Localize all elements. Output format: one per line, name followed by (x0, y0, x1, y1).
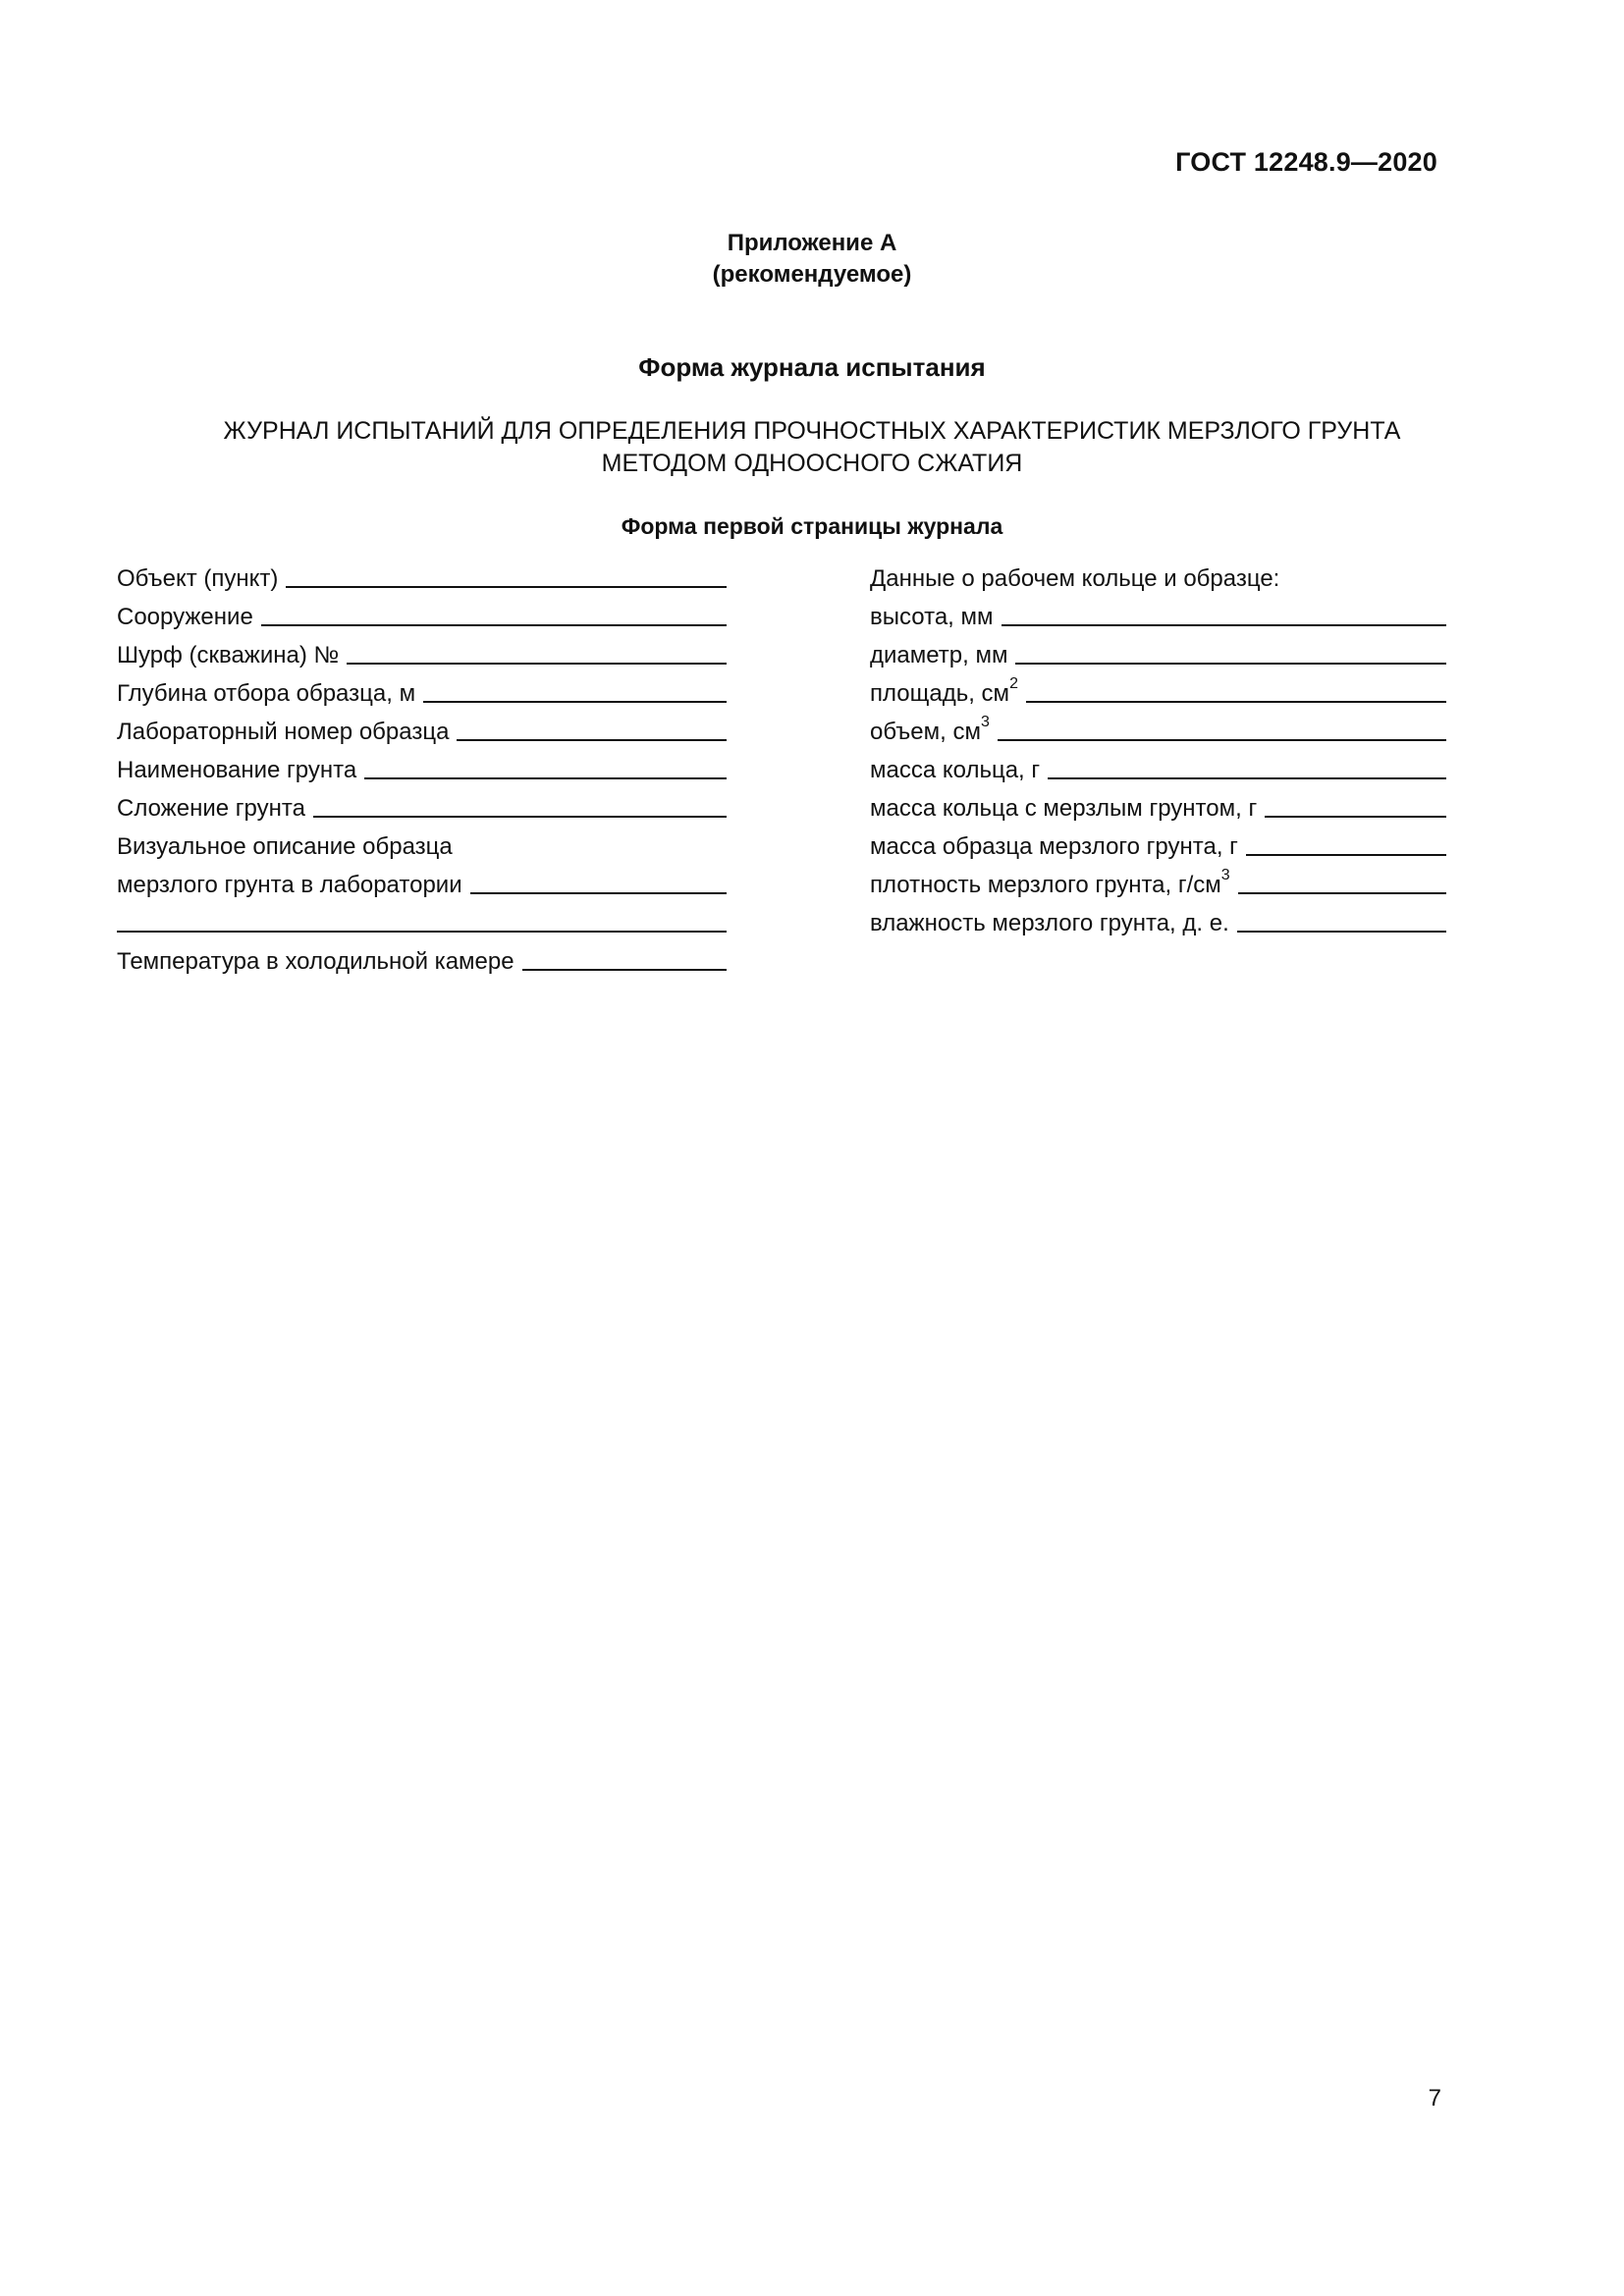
field-label: плотность мерзлого грунта, г/см (870, 872, 1221, 898)
journal-title-line-1: ЖУРНАЛ ИСПЫТАНИЙ ДЛЯ ОПРЕДЕЛЕНИЯ ПРОЧНОСТНЫХ ХАРАКТЕРИСТИК МЕРЗЛОГО ГРУНТА (223, 417, 1401, 445)
field-label: Шурф (скважина) № (117, 642, 340, 668)
field-ring-with-soil-mass[interactable] (870, 792, 1446, 824)
field-visual-description-label (117, 830, 727, 862)
field-label: Сложение грунта (117, 795, 305, 822)
fill-line (1238, 892, 1446, 894)
fill-line (1246, 854, 1446, 856)
field-diameter[interactable] (870, 639, 1446, 670)
fill-line (117, 931, 727, 933)
fill-line (261, 624, 727, 626)
field-frozen-soil-density[interactable] (870, 869, 1446, 900)
fill-line (1237, 931, 1446, 933)
annex-title: Приложение А (727, 230, 897, 256)
field-label: Объект (пункт) (117, 565, 279, 592)
unit-superscript: 3 (1220, 867, 1230, 883)
journal-title-line-2: МЕТОДОМ ОДНООСНОГО СЖАТИЯ (601, 450, 1023, 477)
fill-line (457, 739, 727, 741)
field-label-wrapper (870, 867, 1230, 900)
fill-line (423, 701, 727, 703)
page-number: 7 (1428, 2085, 1441, 2111)
field-object[interactable] (117, 562, 727, 594)
field-label: влажность мерзлого грунта, д. е. (870, 910, 1229, 936)
field-height[interactable] (870, 601, 1446, 632)
field-label: масса кольца с мерзлым грунтом, г (870, 795, 1258, 822)
field-label-wrapper (870, 675, 1018, 709)
field-visual-description-continued[interactable] (117, 907, 727, 938)
field-ring-mass[interactable] (870, 754, 1446, 785)
fill-line (313, 816, 727, 818)
field-visual-description[interactable] (117, 869, 727, 900)
fill-line (998, 739, 1446, 741)
first-page-heading: Форма первой страницы журнала (621, 513, 1003, 539)
field-label: Сооружение (117, 604, 253, 630)
annex-type: (рекомендуемое) (712, 261, 912, 288)
field-label: Данные о рабочем кольце и образце: (870, 565, 1280, 592)
field-sample-mass[interactable] (870, 830, 1446, 862)
fill-line (1001, 624, 1447, 626)
field-label: диаметр, мм (870, 642, 1008, 668)
field-label: площадь, см (870, 680, 1010, 707)
field-label: Лабораторный номер образца (117, 719, 450, 745)
fill-line (347, 663, 727, 665)
fill-line (1265, 816, 1446, 818)
document-code: ГОСТ 12248.9—2020 (1175, 147, 1437, 177)
field-area[interactable] (870, 677, 1446, 709)
field-soil-name[interactable] (117, 754, 727, 785)
field-label: Наименование грунта (117, 757, 357, 783)
fill-line (364, 777, 727, 779)
fill-line (286, 586, 727, 588)
field-label: масса образца мерзлого грунта, г (870, 833, 1238, 860)
field-label: объем, см (870, 719, 981, 745)
field-label: Температура в холодильной камере (117, 948, 514, 975)
field-pit-number[interactable] (117, 639, 727, 670)
field-label: высота, мм (870, 604, 994, 630)
fill-line (470, 892, 727, 894)
unit-superscript: 2 (1009, 675, 1018, 692)
fill-line (1026, 701, 1446, 703)
field-label: Глубина отбора образца, м (117, 680, 416, 707)
field-label-wrapper (870, 714, 990, 747)
field-volume[interactable] (870, 716, 1446, 747)
form-heading: Форма журнала испытания (638, 352, 986, 382)
fill-line (1048, 777, 1446, 779)
field-sampling-depth[interactable] (117, 677, 727, 709)
unit-superscript: 3 (980, 714, 990, 730)
fill-line (1015, 663, 1446, 665)
field-label: Визуальное описание образца (117, 833, 453, 860)
field-label: мерзлого грунта в лаборатории (117, 872, 462, 898)
field-ring-sample-data-label (870, 562, 1446, 594)
field-label: масса кольца, г (870, 757, 1041, 783)
field-soil-composition[interactable] (117, 792, 727, 824)
field-chamber-temperature[interactable] (117, 945, 727, 977)
field-structure[interactable] (117, 601, 727, 632)
fill-line (522, 969, 727, 971)
field-frozen-soil-moisture[interactable] (870, 907, 1446, 938)
field-lab-sample-number[interactable] (117, 716, 727, 747)
